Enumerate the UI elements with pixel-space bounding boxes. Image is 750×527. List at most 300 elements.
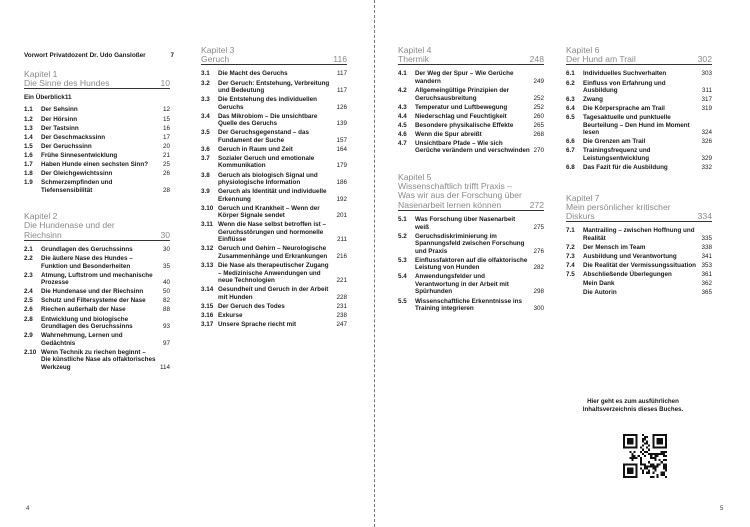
qr-module — [661, 461, 663, 463]
qr-module — [657, 455, 659, 457]
chapter-page: 248 — [529, 54, 544, 64]
qr-module — [665, 465, 667, 467]
toc-entry[interactable] — [24, 255, 170, 270]
entry-title: Die äußere Nase des Hundes – Funktion und Besonderheiten — [41, 255, 133, 270]
qr-module — [631, 453, 633, 455]
toc-entry[interactable] — [566, 70, 712, 78]
toc-entry[interactable] — [398, 87, 544, 102]
chapter-title-text: Die Sinne des Hundes — [24, 78, 110, 88]
toc-entry[interactable] — [201, 96, 347, 111]
qr-module — [640, 451, 642, 453]
toc-entry[interactable] — [566, 244, 712, 252]
entry-number: 2.3 — [24, 271, 33, 279]
entry-number: 3.15 — [201, 302, 214, 310]
chapter-title — [566, 203, 712, 223]
chapter-title — [24, 221, 170, 241]
entry-page: 82 — [162, 297, 170, 305]
qr-module — [642, 463, 644, 465]
qr-module — [646, 442, 648, 444]
chapter-number: Kapitel 2 — [24, 211, 58, 222]
qr-module — [644, 468, 646, 470]
qr-module — [642, 444, 644, 446]
toc-entry[interactable] — [566, 147, 712, 162]
entry-number: 1.3 — [24, 124, 33, 132]
chapter-k4 — [398, 46, 544, 155]
entry-number: 2.6 — [24, 306, 33, 314]
qr-module — [652, 476, 654, 478]
entry-number: 6.7 — [566, 147, 575, 155]
entry-number: 1.7 — [24, 160, 33, 168]
entry-title: Zwang — [583, 96, 603, 104]
toc-entry[interactable] — [566, 289, 712, 297]
toc-entry[interactable] — [201, 80, 347, 95]
entry-page: 17 — [162, 133, 170, 141]
entry-number: 4.3 — [398, 103, 407, 111]
chapter-page: 10 — [160, 78, 170, 88]
entry-title: Haben Hunde einen sechsten Sinn? — [41, 160, 149, 168]
toc-entry[interactable] — [24, 332, 170, 347]
toc-entry[interactable] — [24, 143, 170, 151]
qr-module — [663, 459, 665, 461]
chapter-title-text: Mein persönlicher kritischer Diskurs — [566, 201, 671, 221]
qr-module — [646, 451, 648, 453]
qr-module — [642, 438, 644, 440]
toc-entry[interactable] — [201, 129, 347, 144]
entry-page: 216 — [336, 252, 347, 260]
toc-entry[interactable] — [24, 316, 170, 331]
toc-entry[interactable] — [201, 286, 347, 301]
entry-page: 88 — [162, 306, 170, 314]
qr-module — [663, 453, 665, 455]
entry-number: 5.2 — [398, 232, 407, 240]
qr-module — [644, 438, 646, 440]
toc-entry[interactable] — [24, 116, 170, 124]
toc-column-1 — [24, 70, 170, 375]
chapter-title — [201, 55, 347, 65]
entry-page: 21 — [162, 151, 170, 159]
entry-number: 2.2 — [24, 255, 33, 263]
toc-entry[interactable] — [201, 146, 347, 154]
toc-entry[interactable] — [201, 113, 347, 128]
qr-module — [631, 459, 633, 461]
qr-module — [665, 459, 667, 461]
entry-number: 5.3 — [398, 256, 407, 264]
qr-module — [663, 474, 665, 476]
entry-page: 228 — [336, 293, 347, 301]
entry-title: Mantrailing – zwischen Hoffnung und Realität — [583, 227, 695, 242]
qr-module — [665, 468, 667, 470]
entry-page: 326 — [701, 138, 712, 146]
entry-title: Der Gleichgewichtssinn — [41, 170, 113, 178]
qr-module — [631, 455, 633, 457]
qr-module — [650, 476, 652, 478]
entry-list — [24, 106, 170, 194]
qr-module — [652, 463, 654, 465]
foreword-page: 7 — [170, 52, 174, 59]
entry-page: 270 — [533, 147, 544, 155]
qr-module — [644, 442, 646, 444]
toc-entry[interactable] — [566, 96, 712, 104]
entry-number: 3.6 — [201, 145, 210, 153]
qr-module — [654, 459, 656, 461]
entry-page: 164 — [336, 145, 347, 153]
toc-entry[interactable] — [201, 70, 347, 78]
entry-title: Anwendungsfelder und Verantwortung in der Arbeit mit Spürhunden — [415, 273, 509, 296]
toc-entry[interactable] — [398, 273, 544, 296]
toc-entry[interactable] — [201, 312, 347, 320]
qr-module — [648, 449, 650, 451]
qr-note: Hier geht es zum ausführlichen Inhaltsverzeichnis dieses Buches. — [582, 398, 684, 413]
qr-module — [650, 463, 652, 465]
qr-module — [652, 468, 654, 470]
toc-entry[interactable] — [398, 233, 544, 256]
entry-title: Die Grenzen am Trail — [583, 138, 646, 146]
qr-module — [640, 459, 642, 461]
qr-module — [648, 472, 650, 474]
entry-list — [398, 70, 544, 155]
entry-title: Frühe Sinnesentwicklung — [41, 151, 118, 159]
toc-entry[interactable] — [201, 262, 347, 285]
entry-title: Atmung, Luftstrom und mechanische Prozesse — [41, 271, 153, 287]
toc-entry[interactable] — [398, 131, 544, 139]
entry-number: 3.7 — [201, 154, 210, 162]
qr-module — [663, 465, 665, 467]
entry-title: Geruch als biologisch Signal und physiologische Information — [218, 171, 318, 187]
toc-entry[interactable] — [398, 104, 544, 112]
qr-module — [646, 436, 648, 438]
toc-entry[interactable] — [201, 303, 347, 311]
entry-number: 1.8 — [24, 170, 33, 178]
chapter-title-text: Die Hundenase und der Riechsinn — [24, 220, 115, 240]
toc-entry[interactable] — [201, 245, 347, 260]
qr-module — [661, 453, 663, 455]
toc-entry[interactable] — [566, 80, 712, 95]
entry-page: 97 — [162, 339, 170, 347]
qr-module — [644, 463, 646, 465]
chapter-k1 — [24, 70, 170, 194]
entry-page: 231 — [336, 302, 347, 310]
entry-page: 335 — [701, 234, 712, 242]
chapter-number: Kapitel 7 — [566, 192, 600, 203]
entry-title: Temperatur und Luftbewegung — [415, 103, 508, 111]
entry-title: Die Entstehung des individuellen Geruchs — [218, 96, 318, 111]
entry-number: 4.4 — [398, 112, 407, 120]
toc-entry[interactable] — [566, 227, 712, 242]
entry-page: 16 — [162, 124, 170, 132]
toc-entry[interactable] — [24, 288, 170, 296]
entry-page: 276 — [533, 247, 544, 255]
entry-number: 2.10 — [24, 348, 37, 356]
toc-entry[interactable] — [24, 246, 170, 254]
entry-page: 249 — [533, 77, 544, 85]
entry-title: Wenn die Spur abreißt — [415, 130, 482, 138]
entry-title: Der Geruchssinn — [41, 142, 92, 150]
entry-title: Der Geschmackssinn — [41, 133, 106, 141]
entry-page: 252 — [533, 103, 544, 111]
qr-module — [644, 455, 646, 457]
entry-page: 268 — [533, 130, 544, 138]
entry-number: 3.4 — [201, 112, 210, 120]
toc-entry[interactable] — [24, 106, 170, 114]
entry-title: Geruch in Raum und Zeit — [218, 145, 293, 153]
entry-number: 3.2 — [201, 79, 210, 87]
entry-page: 26 — [162, 170, 170, 178]
toc-entry[interactable] — [398, 113, 544, 121]
entry-title: Einfluss von Erfahrung und Ausbildung — [583, 79, 666, 94]
entry-number: 3.10 — [201, 204, 214, 212]
entry-number: 5.1 — [398, 216, 407, 224]
toc-entry[interactable] — [566, 138, 712, 146]
qr-module — [654, 455, 656, 457]
entry-page: 365 — [701, 289, 712, 297]
entry-list — [24, 246, 170, 371]
entry-number: 7.2 — [566, 243, 575, 251]
entry-title: Unsere Sprache riecht mit — [218, 320, 297, 328]
toc-entry[interactable] — [566, 164, 712, 172]
qr-module — [657, 476, 659, 478]
chapter-number: Kapitel 1 — [24, 69, 58, 79]
entry-title: Der Geruch des Todes — [218, 302, 285, 310]
qr-module — [665, 470, 667, 472]
qr-module — [640, 463, 642, 465]
entry-page: 319 — [701, 105, 712, 113]
qr-module — [646, 440, 648, 442]
qr-code[interactable] — [623, 434, 667, 478]
toc-entry[interactable] — [24, 170, 170, 178]
chapter-subtitle: Ein Überblick11 — [24, 94, 72, 102]
qr-module — [663, 463, 665, 465]
chapter-title-text: Geruch — [201, 54, 230, 64]
toc-entry[interactable] — [24, 306, 170, 314]
toc-entry[interactable] — [566, 114, 712, 137]
entry-page: 25 — [162, 160, 170, 168]
qr-module — [665, 455, 667, 457]
entry-title: Das Fazit für die Ausbildung — [583, 164, 668, 172]
entry-title: Was Forschung über Nasenarbeit weiß — [415, 216, 516, 231]
toc-entry[interactable] — [566, 262, 712, 270]
entry-title: Riechen außerhalb der Nase — [41, 306, 126, 314]
qr-module — [640, 461, 642, 463]
chapter-page: 334 — [697, 210, 712, 221]
qr-module — [661, 472, 663, 474]
entry-number: 6.3 — [566, 96, 575, 104]
entry-title: Unsichtbare Pfade – Wie sich Gerüche verändern und verschwinden — [415, 139, 530, 155]
entry-number: 1.9 — [24, 179, 33, 187]
entry-page: 353 — [701, 262, 712, 270]
entry-page: 35 — [162, 262, 170, 270]
entry-number: 7.3 — [566, 253, 575, 261]
entry-title: Die Hundenase und der Riechsinn — [41, 288, 144, 296]
entry-title: Geruch und Krankheit – Wenn der Körper Signale sendet — [218, 204, 320, 220]
entry-title: Wenn Technik zu riechen beginnt – Die künstliche Nase als olfaktorisches Werkzeug — [41, 348, 156, 371]
toc-entry[interactable] — [398, 298, 544, 313]
qr-module — [648, 465, 650, 467]
entry-page: 139 — [336, 120, 347, 128]
entry-title: Niederschlag und Feuchtigkeit — [415, 112, 507, 120]
chapter-title — [566, 55, 712, 65]
toc-entry[interactable] — [566, 105, 712, 113]
chapter-page: 30 — [160, 229, 170, 240]
entry-title: Der Hörsinn — [41, 115, 78, 123]
toc-entry[interactable] — [566, 280, 712, 288]
qr-module — [636, 457, 638, 459]
qr-module — [665, 463, 667, 465]
chapter-k3 — [201, 46, 347, 328]
toc-entry[interactable] — [24, 125, 170, 133]
entry-list — [566, 227, 712, 297]
entry-page: 338 — [701, 243, 712, 251]
qr-module — [638, 455, 640, 457]
qr-module — [663, 472, 665, 474]
toc-entry[interactable] — [201, 188, 347, 203]
entry-number: 3.11 — [201, 221, 213, 229]
qr-module — [648, 461, 650, 463]
qr-module — [633, 457, 635, 459]
qr-module — [648, 453, 650, 455]
entry-page: 332 — [701, 164, 712, 172]
entry-number: 1.2 — [24, 115, 33, 123]
qr-module — [654, 470, 656, 472]
qr-module — [646, 472, 648, 474]
toc-column-2 — [201, 46, 347, 332]
chapter-title-text: Thermik — [398, 54, 430, 64]
toc-entry[interactable] — [201, 205, 347, 220]
qr-module — [650, 465, 652, 467]
entry-number: 2.1 — [24, 245, 33, 253]
entry-number: 3.9 — [201, 188, 210, 196]
qr-module — [640, 468, 642, 470]
qr-module — [663, 468, 665, 470]
toc-entry[interactable] — [24, 272, 170, 287]
entry-list — [398, 216, 544, 312]
entry-page: 157 — [336, 136, 347, 144]
qr-module — [650, 457, 652, 459]
entry-number: 6.5 — [566, 114, 575, 122]
entry-page: 317 — [701, 96, 712, 104]
toc-entry[interactable] — [201, 321, 347, 329]
toc-entry[interactable] — [201, 172, 347, 187]
entry-number: 6.8 — [566, 164, 575, 172]
toc-entry[interactable] — [398, 216, 544, 231]
entry-number: 4.1 — [398, 70, 407, 78]
entry-title: Der Weg der Spur – Wie Gerüche wandern — [415, 70, 514, 85]
entry-title: Die Körpersprache am Trail — [583, 105, 665, 113]
entry-page: 211 — [336, 236, 347, 244]
chapter-title — [398, 182, 544, 211]
qr-module — [642, 453, 644, 455]
qr-module — [646, 468, 648, 470]
entry-page: 12 — [162, 106, 170, 114]
chapter-title-text: Wissenschaftlich trifft Praxis – Was wir aus der Forschung über Nasenarbeit lernen können — [398, 180, 522, 210]
toc-entry[interactable] — [24, 161, 170, 169]
entry-title: Geruch und Gehirn – Neurologische Zusammenhänge und Erkrankungen — [218, 245, 328, 260]
entry-page: 50 — [162, 288, 170, 296]
qr-module — [642, 449, 644, 451]
qr-module — [642, 470, 644, 472]
qr-module — [665, 451, 667, 453]
entry-page: 40 — [162, 279, 170, 287]
entry-page: 341 — [701, 253, 712, 261]
entry-page: 265 — [533, 121, 544, 129]
entry-page: 298 — [533, 288, 544, 296]
entry-number: 4.5 — [398, 121, 407, 129]
qr-module — [659, 453, 661, 455]
entry-number: 7.5 — [566, 271, 575, 279]
entry-number: 3.12 — [201, 245, 214, 253]
entry-page: 186 — [336, 179, 347, 187]
entry-title: Besondere physikalische Effekte — [415, 121, 514, 129]
chapter-k7 — [566, 194, 712, 297]
entry-page: 114 — [159, 363, 170, 371]
entry-title: Die Nase als therapeutischer Zugang – Medizinische Anwendungen und neue Technologien — [218, 262, 329, 285]
toc-entry[interactable] — [566, 253, 712, 261]
entry-page: 126 — [336, 103, 347, 111]
qr-module — [640, 457, 642, 459]
entry-page: 30 — [162, 245, 170, 253]
toc-entry[interactable] — [24, 179, 170, 194]
toc-entry[interactable] — [201, 221, 347, 244]
toc-entry[interactable] — [398, 122, 544, 130]
entry-number: 1.6 — [24, 151, 33, 159]
toc-entry[interactable] — [24, 297, 170, 305]
entry-number: 2.9 — [24, 332, 33, 340]
toc-entry[interactable] — [201, 155, 347, 170]
entry-page: 117 — [336, 70, 347, 78]
entry-page: 179 — [336, 162, 347, 170]
qr-module — [650, 453, 652, 455]
entry-page: 221 — [336, 277, 347, 285]
entry-title: Die Macht des Geruchs — [218, 70, 288, 78]
toc-entry[interactable] — [566, 271, 712, 279]
entry-number: 4.7 — [398, 139, 407, 147]
qr-module — [654, 453, 656, 455]
entry-number: 3.8 — [201, 171, 210, 179]
qr-module — [659, 459, 661, 461]
toc-entry[interactable] — [398, 257, 544, 272]
entry-page: 201 — [336, 212, 347, 220]
entry-title: Das Mikrobiom – Die unsichtbare Quelle des Geruchs — [218, 112, 318, 128]
qr-module — [665, 476, 667, 478]
entry-number: 1.5 — [24, 142, 33, 150]
foreword-entry — [24, 52, 174, 59]
qr-module — [648, 444, 650, 446]
entry-list — [201, 70, 347, 328]
entry-page: 282 — [533, 264, 544, 272]
entry-page: 252 — [533, 94, 544, 102]
page-number-left: 4 — [26, 506, 30, 512]
qr-module — [652, 453, 654, 455]
toc-entry[interactable] — [24, 349, 170, 372]
entry-title: Der Geruch: Entstehung, Verbreitung und Bedeutung — [218, 79, 330, 94]
entry-title: Die Realität der Vermissungssituation — [583, 262, 697, 270]
entry-title: Der Sehsinn — [41, 106, 78, 114]
toc-entry[interactable] — [398, 140, 544, 155]
entry-page: 329 — [701, 154, 712, 162]
entry-title: Geruch als Identität und individuelle Erkennung — [218, 188, 327, 203]
toc-entry[interactable] — [24, 134, 170, 142]
chapter-number: Kapitel 6 — [566, 45, 600, 55]
chapter-page: 272 — [529, 199, 544, 210]
toc-entry[interactable] — [24, 152, 170, 160]
chapter-k6 — [566, 46, 712, 172]
qr-module — [661, 451, 663, 453]
toc-column-4 — [566, 46, 712, 301]
toc-entry[interactable] — [398, 70, 544, 85]
qr-module — [644, 436, 646, 438]
qr-module — [633, 451, 635, 453]
qr-module — [650, 455, 652, 457]
entry-number: 3.13 — [201, 262, 214, 270]
